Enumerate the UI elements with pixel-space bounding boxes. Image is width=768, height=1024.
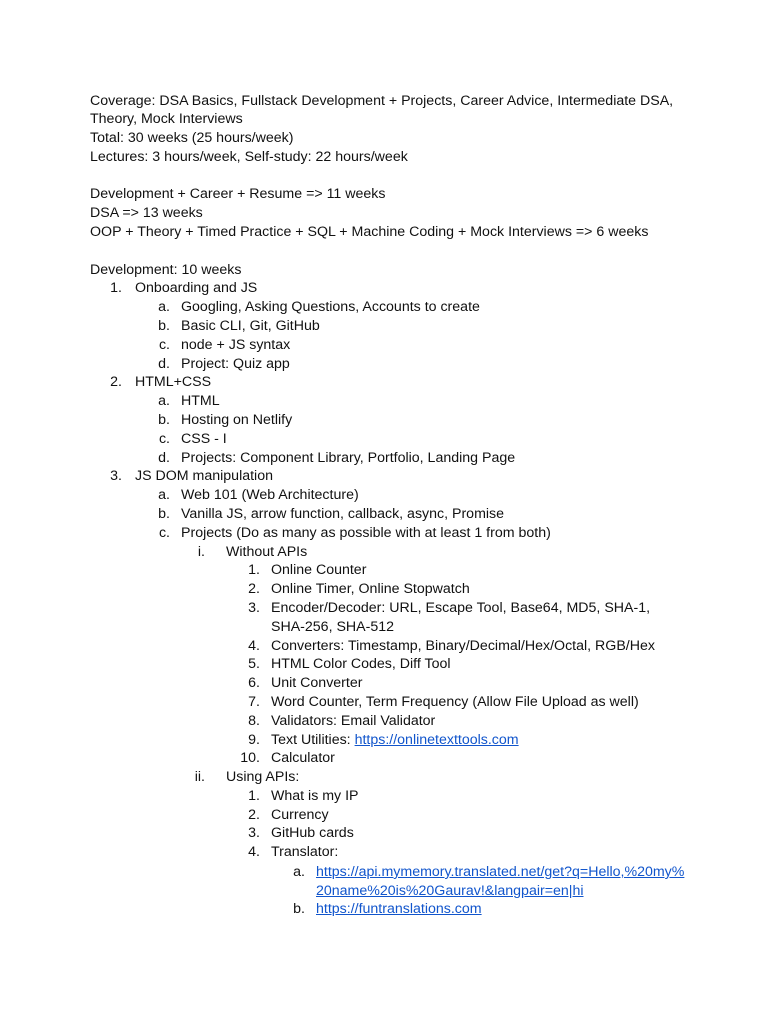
oop-split-line: OOP + Theory + Timed Practice + SQL + Machine Coding + Mock Interviews => 6 weeks [90,224,649,240]
list-item: Projects: Component Library, Portfolio, Landing Page [181,450,516,466]
module-title: HTML+CSS [135,374,212,390]
list-item-text: Text Utilities: [271,732,355,748]
mymemory-api-link[interactable]: https://api.mymemory.translated.net/get?q=Hello,%20my% [316,864,685,880]
list-marker: 3. [248,600,260,616]
list-marker: 1. [110,280,122,296]
funtranslations-link[interactable]: https://funtranslations.com [316,901,482,917]
list-item: node + JS syntax [181,337,291,353]
list-marker: b. [158,318,170,334]
onlinetexttools-link[interactable]: https://onlinetexttools.com [354,732,519,748]
list-item: Word Counter, Term Frequency (Allow File Upload as well) [271,694,639,710]
list-item: Web 101 (Web Architecture) [181,487,359,503]
list-marker: 8. [248,713,260,729]
list-item: HTML [181,393,220,409]
list-marker: c. [158,525,170,541]
list-item: GitHub cards [271,825,354,841]
list-marker: i. [197,544,205,560]
list-marker: 10. [240,750,260,766]
list-marker: b. [158,506,170,522]
mymemory-api-link-continued[interactable]: 20name%20is%20Gaurav!&langpair=en|hi [316,883,584,899]
development-heading: Development: 10 weeks [90,262,242,278]
list-item: Vanilla JS, arrow function, callback, async, Promise [181,506,505,522]
list-marker: ii. [194,769,205,785]
sublist-title: Using APIs: [226,769,300,785]
list-marker: 6. [248,675,260,691]
list-item: Projects (Do as many as possible with at least 1 from both) [181,525,551,541]
list-item: Calculator [271,750,335,766]
list-marker: 9. [248,732,260,748]
list-marker: 3. [248,825,260,841]
list-item-continued: SHA-256, SHA-512 [271,619,395,635]
list-marker: 4. [248,844,260,860]
total-line: Total: 30 weeks (25 hours/week) [90,130,294,146]
list-item: What is my IP [271,788,359,804]
list-item: Converters: Timestamp, Binary/Decimal/Hex/Octal, RGB/Hex [271,638,655,654]
list-item: Encoder/Decoder: URL, Escape Tool, Base64, MD5, SHA-1, [271,600,651,616]
list-item: Online Counter [271,562,367,578]
list-item: Basic CLI, Git, GitHub [181,318,320,334]
list-marker: 1. [248,788,260,804]
development-split-line: Development + Career + Resume => 11 weeks [90,186,386,202]
list-item: HTML Color Codes, Diff Tool [271,656,451,672]
list-marker: 2. [248,581,260,597]
list-marker: a. [158,393,170,409]
list-marker: a. [158,299,170,315]
coverage-line-continued: Theory, Mock Interviews [90,111,243,127]
list-marker: 3. [110,468,122,484]
list-marker: d. [158,356,170,372]
list-item: Project: Quiz app [181,356,290,372]
list-marker: b. [293,901,305,917]
list-item: Hosting on Netlify [181,412,293,428]
list-marker: a. [158,487,170,503]
list-item: Online Timer, Online Stopwatch [271,581,470,597]
list-marker: c. [158,337,170,353]
dsa-split-line: DSA => 13 weeks [90,205,203,221]
list-marker: 7. [248,694,260,710]
coverage-line: Coverage: DSA Basics, Fullstack Development + Projects, Career Advice, Intermediate DSA, [90,93,674,109]
list-marker: 5. [248,656,260,672]
lectures-line: Lectures: 3 hours/week, Self-study: 22 hours/week [90,149,408,165]
sublist-title: Without APIs [226,544,308,560]
list-marker: a. [293,864,305,880]
module-title: Onboarding and JS [135,280,258,296]
list-item: Currency [271,807,329,823]
list-item: Validators: Email Validator [271,713,436,729]
list-item [271,731,519,749]
list-item: Googling, Asking Questions, Accounts to create [181,299,480,315]
list-item: Translator: [271,844,339,860]
list-marker: 2. [248,807,260,823]
list-marker: 2. [110,374,122,390]
list-marker: d. [158,450,170,466]
list-item: CSS - I [181,431,227,447]
list-marker: 4. [248,638,260,654]
list-item: Unit Converter [271,675,363,691]
list-marker: b. [158,412,170,428]
list-marker: c. [158,431,170,447]
list-marker: 1. [248,562,260,578]
module-title: JS DOM manipulation [135,468,273,484]
